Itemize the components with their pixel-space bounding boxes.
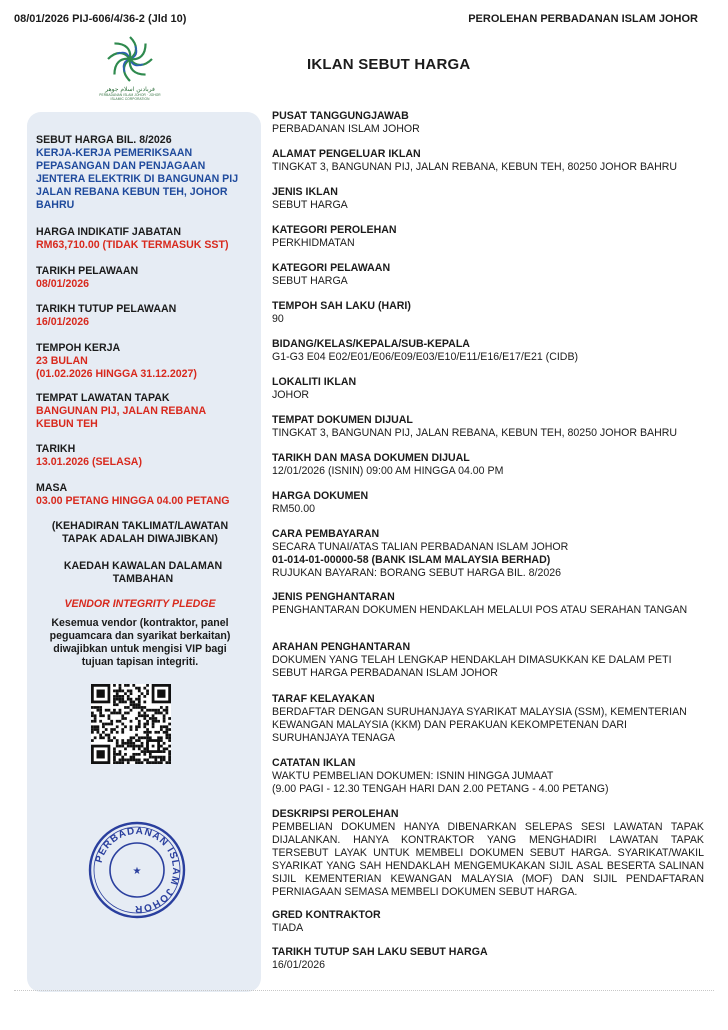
visit-time-label: MASA (36, 482, 68, 494)
site-visit-label: TEMPAT LAWATAN TAPAK (36, 392, 170, 404)
field-value: 12/01/2026 (ISNIN) 09:00 AM HINGGA 04.00 PM (272, 465, 504, 477)
visit-date-block (36, 443, 251, 469)
work-period-block (36, 342, 251, 381)
field-label: GRED KONTRAKTOR (272, 909, 381, 921)
work-period-label: TEMPOH KERJA (36, 342, 121, 354)
quotation-block (36, 134, 251, 212)
organization-logo (94, 34, 166, 102)
field-kategori-pelawaan (272, 262, 704, 288)
field-label: DESKRIPSI PEROLEHAN (272, 808, 399, 820)
page-title: IKLAN SEBUT HARGA (307, 56, 471, 73)
field-label: TEMPOH SAH LAKU (HARI) (272, 300, 411, 312)
field-label: TEMPAT DOKUMEN DIJUAL (272, 414, 413, 426)
visit-date-value: 13.01.2026 (SELASA) (36, 456, 142, 468)
closing-date-block (36, 303, 251, 329)
field-tempoh-sah (272, 300, 704, 326)
site-visit-value: BANGUNAN PIJ, JALAN REBANA KEBUN TEH (36, 405, 206, 430)
offer-date-label: TARIKH PELAWAAN (36, 265, 139, 277)
field-label: ARAHAN PENGHANTARAN (272, 641, 411, 653)
indicative-price-block (36, 226, 251, 252)
field-lokaliti (272, 376, 704, 402)
field-kategori-perolehan (272, 224, 704, 250)
field-harga-dokumen (272, 490, 704, 516)
field-tarikh-tutup (272, 946, 704, 972)
field-value: SEBUT HARGA (272, 199, 348, 211)
field-value: JOHOR (272, 389, 310, 401)
field-label: PUSAT TANGGUNGJAWAB (272, 110, 409, 122)
visit-date-label: TARIKH (36, 443, 76, 455)
field-pusat (272, 110, 704, 136)
field-value: PENGHANTARAN DOKUMEN HENDAKLAH MELALUI POS ATAU SERAHAN TANGAN (272, 604, 688, 616)
field-value: SECARA TUNAI/ATAS TALIAN PERBADANAN ISLAM JOHOR (272, 541, 569, 553)
field-jenis-penghantaran (272, 591, 704, 617)
field-label: KATEGORI PEROLEHAN (272, 224, 397, 236)
field-label: HARGA DOKUMEN (272, 490, 369, 502)
vip-description: Kesemua vendor (kontraktor, panel peguamcara dan syarikat berkaitan) diwajibkan untuk mengisi VIP bagi tujuan tapisan integriti. (49, 617, 231, 668)
closing-date-label: TARIKH TUTUP PELAWAAN (36, 303, 177, 315)
field-arahan (272, 641, 704, 680)
field-value: PERKHIDMATAN (272, 237, 355, 249)
field-taraf-kelayakan (272, 693, 704, 745)
offer-date-value: 08/01/2026 (36, 278, 90, 290)
field-label: KATEGORI PELAWAAN (272, 262, 391, 274)
logo-arabic-text: فربادنن اسلام جوهر (105, 86, 155, 93)
visit-time-block (36, 482, 251, 508)
field-value: PEMBELIAN DOKUMEN HANYA DIBENARKAN SELEPAS SESI LAWATAN TAPAK DIJALANKAN. HANYA KONTRAKTOR YANG MENGHADIRI LAWATAN TAPAK TERSEBUT LAYAK UNTUK MEMBELI DOKUMEN SEBUT HARGA. SYARIKAT/WAKIL SYARIKAT YANG SAH HENDAKLAH MENGEMUKAKAN SIJIL ASAL BESERTA SALINAN SIJIL KEMENTERIAN KEWANGAN MALAYSIA (MOF) DAN SIJIL PENDAFTARAN PERNIAGAAN SEMASA MEMBELI DOKUMEN SEBUT HARGA. (272, 821, 704, 898)
payment-reference: RUJUKAN BAYARAN: BORANG SEBUT HARGA BIL. 8/2026 (272, 567, 562, 579)
field-value: BERDAFTAR DENGAN SURUHANJAYA SYARIKAT MALAYSIA (SSM), KEMENTERIAN KEWANGAN MALAYSIA (KKM) DAN PERAKUAN KEKOMPETENAN DARI SURUHANJAYA TENAGA (272, 706, 687, 744)
field-tarikh-dokumen (272, 452, 704, 478)
star-logo-icon (101, 34, 159, 84)
page-divider (14, 990, 714, 991)
stamp-text: PERBADANAN ISLAM JOHOR (93, 825, 182, 915)
field-jenis-iklan (272, 186, 704, 212)
field-value: TINGKAT 3, BANGUNAN PIJ, JALAN REBANA, KEBUN TEH, 80250 JOHOR BAHRU (272, 161, 678, 173)
field-deskripsi (272, 808, 704, 899)
offer-date-block (36, 265, 251, 291)
field-label: TARIKH TUTUP SAH LAKU SEBUT HARGA (272, 946, 488, 958)
vip-title: VENDOR INTEGRITY PLEDGE (64, 598, 216, 610)
field-value: TINGKAT 3, BANGUNAN PIJ, JALAN REBANA, KEBUN TEH, 80250 JOHOR BAHRU (272, 427, 678, 439)
field-label: ALAMAT PENGELUAR IKLAN (272, 148, 421, 160)
field-alamat (272, 148, 704, 174)
field-catatan (272, 757, 704, 796)
field-value: RM50.00 (272, 503, 315, 515)
field-value: G1-G3 E04 E02/E01/E06/E09/E03/E10/E11/E16/E17/E21 (CIDB) (272, 351, 579, 363)
field-value: 90 (272, 313, 284, 325)
vip-qr-code[interactable] (91, 684, 171, 764)
official-stamp (87, 820, 187, 920)
field-label: TARAF KELAYAKAN (272, 693, 375, 705)
visit-time-value: 03.00 PETANG HINGGA 04.00 PETANG (36, 495, 230, 507)
field-tempat-dokumen (272, 414, 704, 440)
field-label: TARIKH DAN MASA DOKUMEN DIJUAL (272, 452, 470, 464)
closing-date-value: 16/01/2026 (36, 316, 90, 328)
work-period-value: 23 BULAN (36, 355, 88, 367)
field-label: CATATAN IKLAN (272, 757, 356, 769)
field-value: TIADA (272, 922, 304, 934)
project-title: KERJA-KERJA PEMERIKSAAN PEPASANGAN DAN PENJAGAAN JENTERA ELEKTRIK DI BANGUNAN PIJ JALAN REBANA KEBUN TEH, JOHOR BAHRU (36, 147, 239, 211)
field-value-hours: (9.00 PAGI - 12.30 TENGAH HARI DAN 2.00 PETANG - 4.00 PETANG) (272, 783, 609, 795)
field-value: WAKTU PEMBELIAN DOKUMEN: ISNIN HINGGA JUMAAT (272, 770, 554, 782)
field-value: DOKUMEN YANG TELAH LENGKAP HENDAKLAH DIMASUKKAN KE DALAM PETI SEBUT HARGA PERBADANAN ISLAM JOHOR (272, 654, 672, 679)
field-label: JENIS IKLAN (272, 186, 338, 198)
indicative-price-value: RM63,710.00 (TIDAK TERMASUK SST) (36, 239, 229, 251)
field-label: JENIS PENGHANTARAN (272, 591, 395, 603)
field-cara-pembayaran (272, 528, 704, 580)
field-value: SEBUT HARGA (272, 275, 348, 287)
site-visit-block (36, 392, 251, 431)
stamp-star-icon: ★ (132, 866, 142, 877)
quotation-number: SEBUT HARGA BIL. 8/2026 (36, 134, 172, 146)
field-label: BIDANG/KELAS/KEPALA/SUB-KEPALA (272, 338, 470, 350)
briefing-note: (KEHADIRAN TAKLIMAT/LAWATAN TAPAK ADALAH DIWAJIBKAN) (51, 520, 229, 545)
bank-account-number: 01-014-01-00000-58 (BANK ISLAM MALAYSIA BERHAD) (272, 554, 551, 566)
indicative-price-label: HARGA INDIKATIF JABATAN (36, 226, 181, 238)
field-bidang (272, 338, 704, 364)
internal-control-title: KAEDAH KAWALAN DALAMAN TAMBAHAN (63, 560, 223, 585)
field-label: LOKALITI IKLAN (272, 376, 357, 388)
field-value: 16/01/2026 (272, 959, 326, 971)
field-value: PERBADANAN ISLAM JOHOR (272, 123, 420, 135)
logo-caption: PERBADANAN ISLAM JOHOR · JOHOR ISLAMIC CORPORATION (99, 93, 161, 101)
field-gred (272, 909, 704, 935)
organization-header: PEROLEHAN PERBADANAN ISLAM JOHOR (468, 13, 698, 25)
field-label: CARA PEMBAYARAN (272, 528, 380, 540)
work-period-range: (01.02.2026 HINGGA 31.12.2027) (36, 368, 197, 380)
document-reference: 08/01/2026 PIJ-606/4/36-2 (Jld 10) (14, 13, 187, 25)
